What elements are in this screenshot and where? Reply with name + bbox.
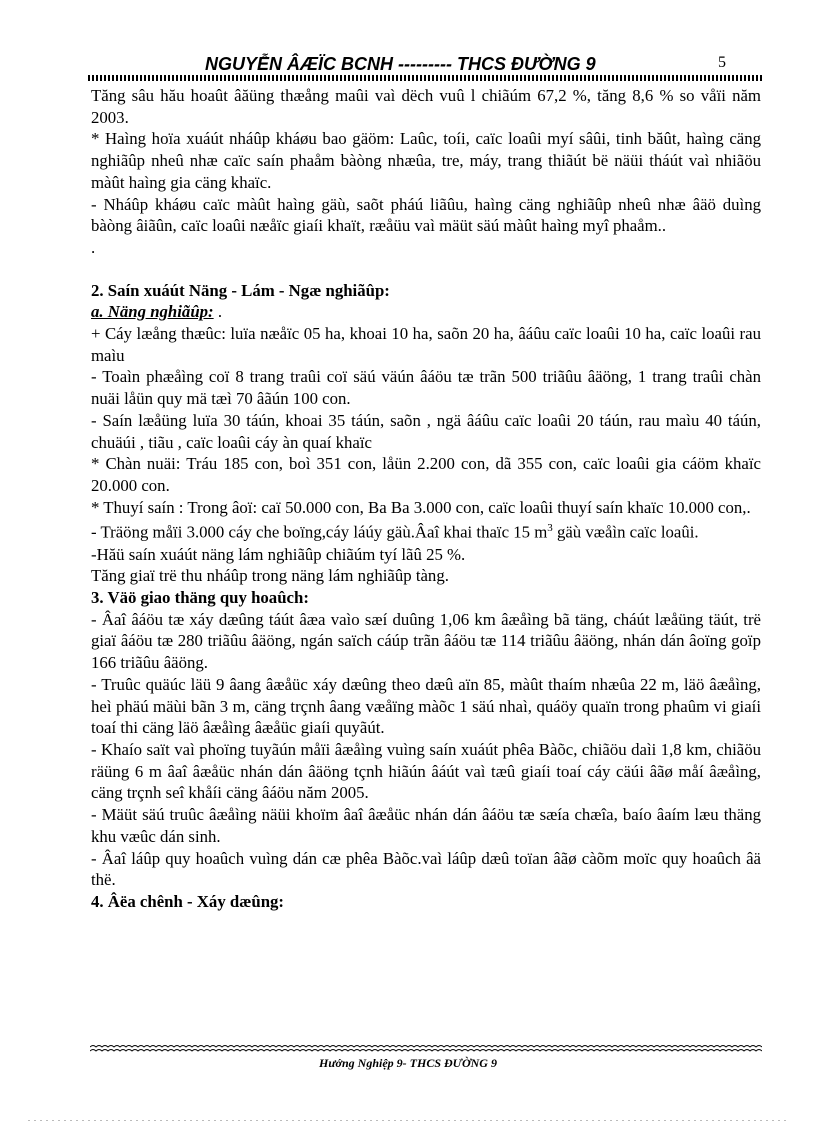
subsection-suffix: . [213,302,223,322]
paragraph [91,518,761,543]
paragraph: * Thuyí saín : Trong âoï: caï 50.000 con, Ba Ba 3.000 con, caïc loaûi thuyí saín khaïc 10.000 con,. [91,497,751,517]
section-heading: 3. Väö giao thäng quy hoaûch: [91,588,309,608]
superscript: 3 [547,522,553,535]
paragraph: Tăng giaï trë thu nháûp trong näng lám nghiãûp tàng. [91,566,449,586]
document-body [91,85,761,913]
paragraph: - Khaío saït vaì phoïng tuyãún måïi âæåìng vuìng saín xuáút phêa Bàõc, chiãöu daìi 1,8 km, chiãöu räüng 6 m âaî âæåüc nhán dán âäöng tçnh hiãún âáút vaì tæû giaíi toaí cáy cäúi âãø måí âæåìng, cäng trçnh seî khåíi cäng âáöu năm 2005. [91,739,761,803]
paragraph: + Cáy læång thæûc: luïa næåïc 05 ha, khoai 10 ha, saõn 20 ha, âáûu caïc loaûi 10 ha, caïc loaûi rau maìu [91,324,761,365]
paragraph: - Mäüt säú truûc âæåìng näüi khoïm âaî âæåüc nhán dán âáöu tæ sæía chæîa, baío âaím læu thäng khu væûc dán sinh. [91,805,761,846]
paragraph: - Saín læåüng luïa 30 táún, khoai 35 táún, saõn , ngä âáûu caïc loaûi 20 táún, rau maìu 40 táún, chuäúi , tiãu , caïc loaûi cáy àn quaí khaïc [91,410,761,452]
subsection-heading [91,301,761,323]
header-rule [88,75,762,81]
footer-text: Hướng Nghiệp 9- THCS ĐƯỜNG 9 [319,1056,497,1070]
paragraph: - Truûc quäúc läü 9 âang âæåüc xáy dæûng theo dæû aïn 85, màût thaím nhæûa 22 m, läö âæåìng, heì phäú mäùi bãn 3 m, cäng trçnh âang væåïng màõc 1 säú nhaì, quáöy quaïn trong phaûm vi giaíi toaí thi cäng läö âæåìng âæåüc giaíi quyãút. [91,674,761,738]
paragraph-text: gäù væåìn caïc loaûi. [552,522,699,542]
section-heading: 2. Saín xuáút Näng - Lám - Ngæ nghiãûp: [91,280,390,300]
paragraph: Tăng sâu hău hoaût âăüng thæång maûi vaì dëch vuû l chiãúm 67,2 %, tăng 8,6 % so våïi năm 2003. [91,86,761,127]
spacer [91,259,761,280]
paragraph: -Hăü saín xuáút näng lám nghiãûp chiãúm tyí lãû 25 %. [91,544,466,564]
page-header [88,50,762,90]
page-number: 5 [718,54,726,71]
paragraph: * Haìng hoïa xuáút nháûp kháøu bao gäöm: Laûc, toíi, caïc loaûi myí sâûi, tinh băût, haìng cäng nghiãûp nheû nhæ caïc saín phaåm bàòng nhæûa, tre, máy, trang thiãút bë näüi tháút vaì nhiãöu màût haìng gia cäng khaïc. [91,129,761,192]
paragraph: * Chàn nuäi: Tráu 185 con, boì 351 con, låün 2.200 con, dã 355 con, caïc loaûi gia cáöm khaïc 20.000 con. [91,454,761,495]
header-title: NGUYỄN ÂÆÏC BCNH --------- THCS ĐƯỜNG 9 [205,54,596,74]
bottom-dotted-line [28,1120,788,1121]
paragraph: - Nháûp kháøu caïc màût haìng gäù, saõt pháú liãûu, haìng cäng nghiãûp nheû nhæ âäö duìng bàòng âiãûn, caïc loaûi næåïc giaíi khaït, ræåüu vaì mäüt säú màût haìng myî phaåm.. [91,194,761,236]
paragraph: - Toaìn phæåìng coï 8 trang traûi coï säú väún âáöu tæ trãn 500 triãûu âäöng, 1 trang traûi chàn nuäi låün quy mä tæì 70 âãún 100 con. [91,367,761,409]
paragraph: . [91,237,96,257]
paragraph: - Âaî láûp quy hoaûch vuìng dán cæ phêa Bàõc.vaì láûp dæû toïan âãø càõm moïc quy hoaûch âä thë. [91,848,761,890]
paragraph-text: - Träöng måïi 3.000 cáy che boïng,cáy láúy gäù.Âaî khai thaïc 15 m [91,522,548,542]
footer-wave-rule [90,1043,762,1053]
subsection-title: a. Näng nghiãûp: [91,302,214,322]
paragraph: - Âaî âáöu tæ xáy dæûng táút âæa vaìo sæí duûng 1,06 km âæåìng bã täng, cháút læåüng täút, trë giaï âáöu tæ 280 triãûu âäöng, ngán saïch cáúp trãn âáöu tæ 114 triãûu âäöng, nhán dán âoïng goïp 166 triãûu âäöng. [91,609,761,673]
section-heading: 4. Âëa chênh - Xáy dæûng: [91,891,285,911]
